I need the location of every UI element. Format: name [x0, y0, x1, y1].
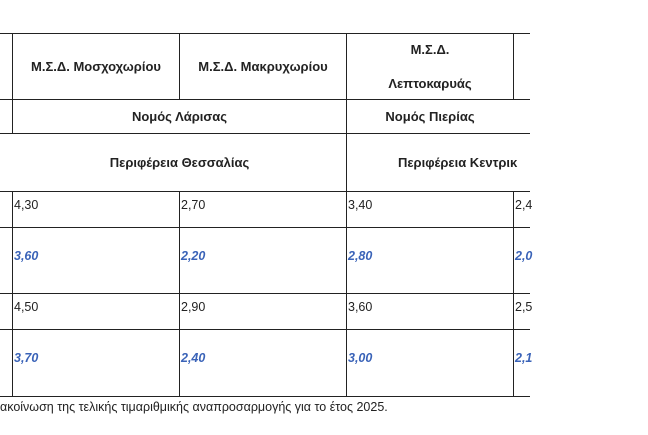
- footnote-text: ακοίνωση της τελικής τιμαριθμικής αναπροσαρμογής για το έτος 2025.: [0, 400, 388, 414]
- final-value-cell: 3,60: [14, 249, 39, 263]
- grid-line: [513, 191, 514, 397]
- region-central-macedonia: [347, 134, 648, 191]
- grid-line: [0, 293, 530, 294]
- final-value-cell: 2,0: [515, 249, 533, 263]
- region-thessaly: [13, 134, 346, 191]
- prefecture-pieria: [347, 100, 513, 133]
- region-label: Περιφέρεια Κεντρικ: [398, 155, 518, 170]
- column-header-label: Μ.Σ.Δ. Μοσχοχωρίου: [31, 59, 161, 74]
- grid-line: [0, 191, 530, 192]
- grid-line: [0, 227, 530, 228]
- grid-line: [12, 191, 13, 397]
- table-cell: 3,60: [348, 300, 373, 314]
- grid-line: [179, 191, 180, 397]
- table-cell: 2,4: [515, 198, 533, 212]
- column-header-leptokarya: [347, 34, 513, 99]
- column-header-label: Μ.Σ.Δ. Μακρυχωρίου: [198, 59, 328, 74]
- table-cell: 2,70: [181, 198, 206, 212]
- column-header-label: Μ.Σ.Δ.: [410, 41, 450, 57]
- final-value-cell: 3,70: [14, 351, 39, 365]
- column-header-makrychori: [180, 34, 346, 99]
- final-value-cell: 2,80: [348, 249, 373, 263]
- grid-line: [513, 33, 514, 99]
- column-header-label: Λεπτοκαρυάς: [388, 75, 472, 91]
- region-label: Περιφέρεια Θεσσαλίας: [109, 155, 250, 170]
- prefecture-label: Νομός Λάρισας: [131, 109, 228, 124]
- table-cell: 4,50: [14, 300, 39, 314]
- table-cell: 2,5: [515, 300, 533, 314]
- grid-line: [0, 329, 530, 330]
- final-value-cell: 3,00: [348, 351, 373, 365]
- prefecture-label: Νομός Πιερίας: [385, 109, 475, 124]
- column-header-moschochori: [13, 34, 179, 99]
- grid-line: [0, 396, 530, 397]
- final-value-cell: 2,20: [181, 249, 206, 263]
- table-cell: 4,30: [14, 198, 39, 212]
- table-cell: 2,90: [181, 300, 206, 314]
- table-cell: 3,40: [348, 198, 373, 212]
- final-value-cell: 2,40: [181, 351, 206, 365]
- prefecture-larisa: [13, 100, 346, 133]
- final-value-cell: 2,1: [515, 351, 533, 365]
